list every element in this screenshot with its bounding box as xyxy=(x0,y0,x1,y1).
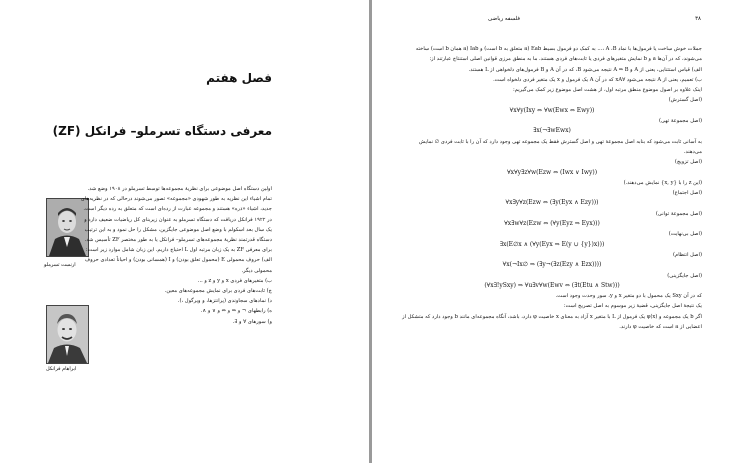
language-item-e: ه) رابطهای ¬ و ⇒ و ⇔ و ∨ و ∧. xyxy=(200,308,272,315)
modus-ponens-rule: الف) قیاس استثنایی، یعنی از A و A ⇒ B نتیجه می‌شود B، که در آن A و B فرمول‌های دلخواهی از L هستند. xyxy=(468,66,702,73)
axiom-infinity xyxy=(402,229,702,250)
left-body-text xyxy=(77,184,272,327)
axiom-label: (اصل بی‌نهایت) xyxy=(668,231,702,238)
axiom-replacement xyxy=(402,271,702,292)
axiom-label: (اصل گسترش) xyxy=(668,97,702,104)
section-title: معرفی دستگاه تسرملو– فرانکل (ZF) xyxy=(52,124,272,138)
axiom-formula: (∀x∃!ySxy) ⇒ ∀u∃v∀w(Ewv ⇔ (∃t(Etu ∧ Stw))) xyxy=(484,281,620,289)
right-page xyxy=(372,0,741,463)
axiom-label: (اصل انتظام) xyxy=(673,251,702,258)
right-body-text xyxy=(402,44,702,332)
language-item-c: ج) ثابت‌های فردی برای نمایش مجموعه‌های معین. xyxy=(164,288,272,295)
left-page xyxy=(0,0,369,463)
separation-statement: اگر b یک مجموعه و φ(x) یک فرمول از L با متغیر x آزاد به معنای x خاصیت φ دارد، باشد، آنگاه مجموعه‌ای مانند b وجود دارد که متشکل از اعضایی از a است که خاصیت φ دارند. xyxy=(402,313,702,331)
axiom-label: (اصل مجموعهٔ تهی) xyxy=(659,118,702,125)
language-item-a: الف) حروف محمولی E (محمول تعلق بودن) و I (همسانی بودن) و احیاناً تعدادی حروف محمولی دیگر. xyxy=(84,257,272,274)
page-number: ۳۸ xyxy=(695,16,701,22)
axioms-intro: اینک علاوه بر اصول موضوع منطق مرتبه اول، از هشت اصل موضوع زیر کمک می‌گیریم: xyxy=(513,87,702,94)
intro-paragraph: اولین دستگاه اصل موضوعی برای نظریهٔ مجموعه‌ها توسط تسرملو در ۱۹۰۸ وضع شد. تمام اشیاء این نظریه به طور شهودی «مجموعه» تصور می‌شوند درحالی که در نظریه‌های جدید، اشیاء «ذره» هستند و مجموعه عبارت از رده‌ای است که متعلق به رده دیگر است. در ۱۹۲۲ فرانکل دریافت که دستگاه تسرملو به عنوان زیربنای کل ریاضیات ضعیف دارد و یک سال بعد اسکولم با وضع اصل موضوعی جایگزین، مشکل را حل نمود و به این ترتیب دستگاه قدرتمند نظریهٔ مجموعه‌های تسرملو– فرانکل یا به طور مختصر ZF تأسیس شد. برای معرفی ZF به یک زبان مرتبه اول L احتیاج داریم. این زبان شامل موارد زیر است: xyxy=(80,186,272,254)
empty-set-note: به آسانی ثابت می‌شود که بنابه اصل مجموعهٔ تهی و اصل گسترش فقط یک مجموعه تهی وجود دارد که آن را با ثابت فردی ∅ نمایش می‌دهند. xyxy=(419,138,702,155)
axiom-regularity xyxy=(402,250,702,271)
fraenkel-caption: ابراهام فرانکل xyxy=(46,366,77,372)
running-head: فلسفه ریاضی xyxy=(488,16,520,22)
axiom-label: (اصل اجتماع) xyxy=(672,190,702,197)
axiom-formula: ∀x(¬Ix∅ ⇒ (∃y¬(∃z(Ezy ∧ Ezx)))) xyxy=(502,261,602,269)
generalization-rule: ب) تعمیم، یعنی از A نتیجه می‌شود ∀xA که در آن A یک فرمول و x یک متغیر فردی دلخواه است. xyxy=(493,76,702,83)
axiom-pairing xyxy=(402,157,702,178)
axiom-formula: ∀x∀y∃z∀w(Ezw ⇔ (Iwx ∨ Iwy)) xyxy=(506,168,598,176)
separation-intro: یک نتیجهٔ اصل جایگزینی، قضیهٔ زیر موسوم به اصل تصریح است: xyxy=(563,303,702,310)
axiom-power-set xyxy=(402,209,702,230)
axiom-label: (اصل جایگزینی) xyxy=(667,272,702,279)
axiom-formula: ∃x(E∅x ∧ (∀y(Eyx ⇒ E(y ∪ {y})x))) xyxy=(499,240,605,248)
pairing-note: (این z را با {x, y} نمایش می‌دهند.) xyxy=(623,179,702,186)
language-item-f: و) سورهای ∀ و ∃. xyxy=(232,318,272,325)
axiom-formula: ∀x∃w∀z(Ezw ⇔ (∀y(Eyz ⇒ Eyx))) xyxy=(504,220,600,228)
formulas-paragraph: جملات خوش ساخت یا فرمول‌ها با نماد A ،B ،... به کمک دو فرمول بسیط Eab (a متعلق به b است) و Iab (a همان b است) ساخته می‌شوند، که در آن‌ها a و b نمایش متغیرهای فردی یا ثابت‌های فردی هستند. ما به منطق مرزی قوانین اصلی استنتاج عبارتند از: xyxy=(415,46,702,63)
axiom-empty-set xyxy=(402,116,702,137)
axiom-label: (اصل مجموعهٔ توانی) xyxy=(655,210,702,217)
chapter-title: فصل هفتم xyxy=(206,71,272,85)
zermelo-caption: ارنست تسرملو xyxy=(44,262,76,268)
axiom-extensionality xyxy=(402,95,702,116)
axiom-formula: ∃x(¬∃wEwx) xyxy=(533,127,571,135)
replacement-note: که در آن Sxy یک محمول با دو متغیر x و y، سور وحدت وجود است. xyxy=(555,293,702,300)
language-item-d: د) نمادهای سجاوندی (پرانتزها، و ویرگول ،). xyxy=(177,298,272,305)
axiom-formula: ∀x∀y(Ixy ⇔ ∀w(Ewx ⇔ Ewy)) xyxy=(509,106,595,114)
axiom-formula: ∀x∃y∀z(Ezw ⇔ (∃y(Eyx ∧ Ezy))) xyxy=(505,199,599,207)
language-item-b: ب) متغیرهای فردی x و y و z و ... xyxy=(197,277,272,284)
axiom-label: (اصل تزویج) xyxy=(674,159,702,166)
axiom-union xyxy=(402,188,702,209)
